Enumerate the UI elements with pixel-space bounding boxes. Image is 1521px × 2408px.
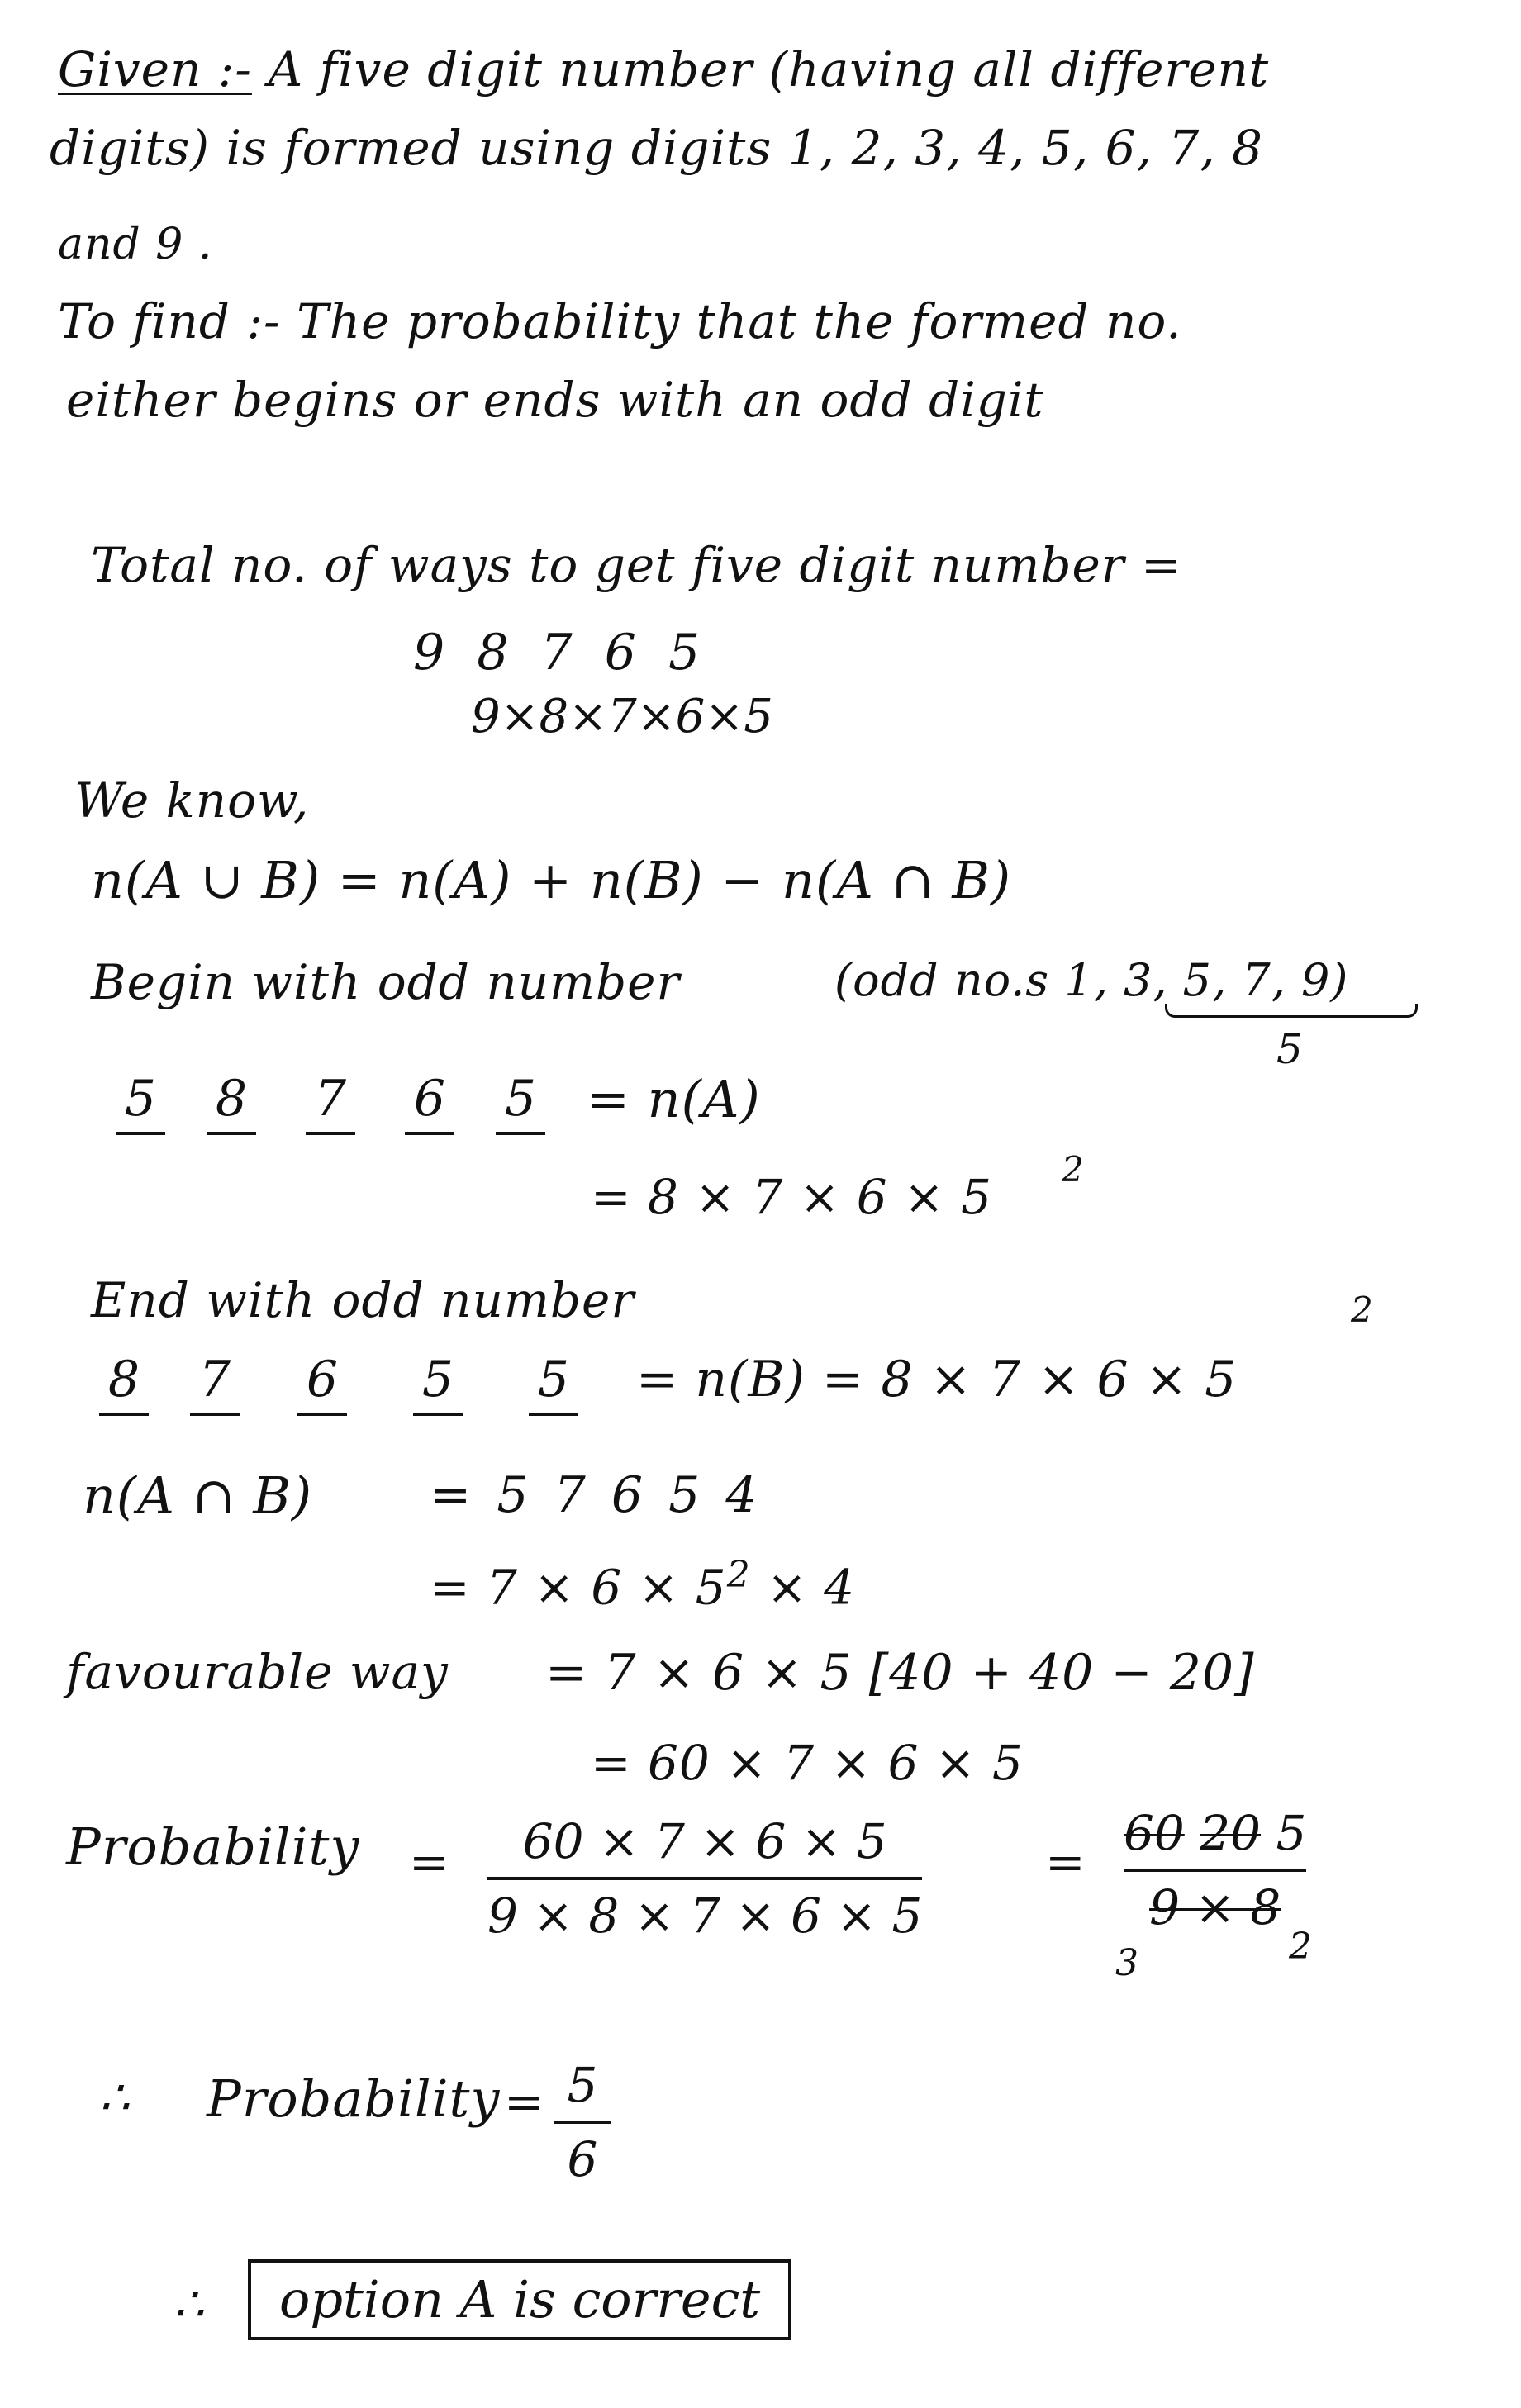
begin-slot-4: 6 (405, 1074, 454, 1135)
favourable-label: favourable way (66, 1644, 449, 1700)
probability-denominator: 9 × 8 × 7 × 6 × 5 (487, 1888, 923, 1944)
reduced-denominator: 9 × 8 (1149, 1879, 1281, 1935)
begin-eq-nA: = n(A) (587, 1069, 761, 1129)
begin-slot-3: 7 (306, 1074, 355, 1135)
begin-result: = 8 × 7 × 6 × 5 (591, 1169, 993, 1225)
odd-numbers-note: (odd no.s 1, 3, 5, 7, 9) (834, 954, 1349, 1006)
begin-odd-line: Begin with odd number (91, 954, 681, 1010)
reduced-denominator-2: 2 (1289, 1926, 1313, 1968)
fraction-bar (487, 1877, 922, 1880)
final-denominator: 6 (567, 2131, 598, 2187)
end-slot-3: 6 (297, 1355, 347, 1416)
intersection-tail: × 4 (767, 1559, 856, 1616)
end-exponent: 2 (1351, 1289, 1373, 1330)
to-find-text-1: The probability that the formed no. (297, 293, 1182, 349)
end-slot-5: 5 (529, 1355, 578, 1416)
begin-slot-1: 5 (116, 1074, 165, 1135)
reduced-fraction-bar (1124, 1869, 1306, 1872)
intersection-product: = 7 × 6 × 5 (430, 1559, 727, 1616)
odd-count: 5 (1276, 1025, 1304, 1073)
end-slot-2: 7 (190, 1355, 240, 1416)
union-formula: n(A ∪ B) = n(A) + n(B) − n(A ∩ B) (91, 850, 1012, 910)
intersection-label: n(A ∩ B) (83, 1465, 313, 1526)
favourable-eq-2: = 60 × 7 × 6 × 5 (591, 1735, 1024, 1791)
intersection-result (430, 1554, 856, 1616)
given-line-1 (58, 41, 1270, 97)
end-slot-4: 5 (413, 1355, 463, 1416)
intersection-digits: = 5 7 6 5 4 (430, 1466, 763, 1524)
reduced-numerator-cancel-2: 20 (1200, 1805, 1262, 1861)
final-fraction-bar (554, 2121, 611, 2124)
end-slot-1: 8 (99, 1355, 149, 1416)
probability-eq-sign-2: = (1045, 1834, 1086, 1890)
reduced-denominator-3: 3 (1115, 1942, 1139, 1984)
total-digits: 9 8 7 6 5 (413, 624, 709, 682)
given-label: Given :- (58, 41, 252, 97)
probability-label: Probability (66, 1817, 360, 1877)
total-line: Total no. of ways to get five digit number = (91, 537, 1182, 593)
answer-box: option A is correct (248, 2259, 791, 2340)
total-product: 9×8×7×6×5 (471, 690, 773, 743)
final-therefore: ∴ (99, 2069, 131, 2125)
end-result: = n(B) = 8 × 7 × 6 × 5 (636, 1351, 1238, 1408)
final-fraction (554, 2057, 611, 2187)
given-text-1: A five digit number (having all different (268, 41, 1270, 97)
begin-slot-5: 5 (496, 1074, 545, 1135)
final-eq: = (504, 2073, 545, 2130)
favourable-eq-1: = 7 × 6 × 5 [40 + 40 − 20] (545, 1644, 1255, 1702)
probability-reduced-fraction (1124, 1805, 1307, 1935)
reduced-numerator-cancelled: 60 (1124, 1805, 1185, 1861)
odd-numbers-brace (1165, 1004, 1418, 1018)
begin-exponent: 2 (1062, 1149, 1084, 1190)
to-find-line-2: either begins or ends with an odd digit (66, 372, 1044, 428)
given-line-3: and 9 . (58, 220, 213, 269)
final-numerator: 5 (567, 2057, 598, 2113)
given-line-2: digits) is formed using digits 1, 2, 3, 4, 5, 6, 7, 8 (50, 120, 1264, 176)
probability-eq-sign: = (409, 1834, 450, 1890)
end-odd-line: End with odd number (91, 1272, 635, 1328)
to-find-line-1 (58, 293, 1182, 349)
reduced-numerator-final: 5 (1276, 1805, 1307, 1861)
probability-numerator: 60 × 7 × 6 × 5 (522, 1813, 887, 1869)
probability-fraction (487, 1813, 923, 1944)
intersection-exponent: 2 (726, 1554, 751, 1596)
final-probability-label: Probability (207, 2068, 501, 2129)
to-find-label: To find :- (58, 293, 281, 349)
we-know-label: We know, (74, 772, 310, 829)
answer-therefore: ∴ (173, 2276, 205, 2332)
begin-slot-2: 8 (207, 1074, 256, 1135)
reduced-numerator (1124, 1805, 1307, 1861)
